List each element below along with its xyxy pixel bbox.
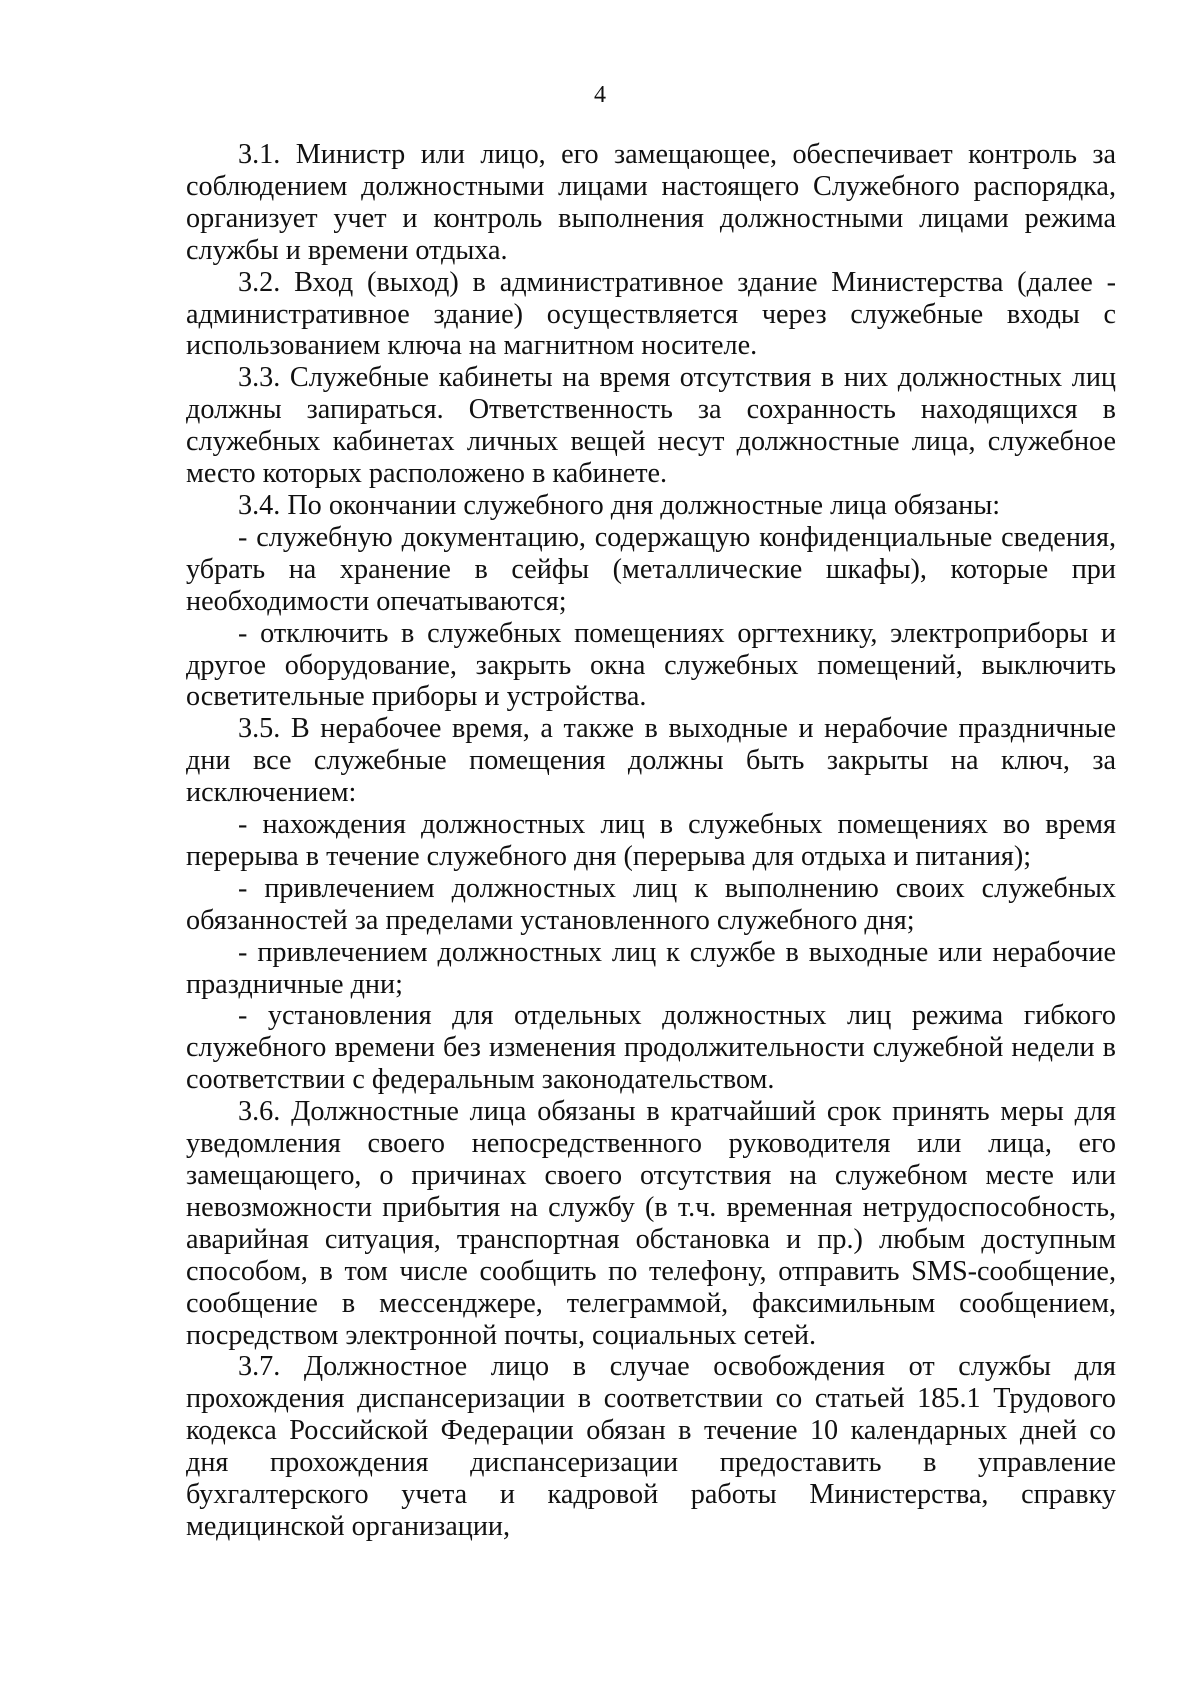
list-item-holidays: - привлечением должностных лиц к службе в выходные или нерабочие праздничные дни;	[186, 936, 1116, 1000]
list-item-overtime: - привлечением должностных лиц к выполнению своих служебных обязанностей за пределами установленного служебного дня;	[186, 872, 1116, 936]
paragraph-3-6: 3.6. Должностные лица обязаны в кратчайший срок принять меры для уведомления своего непосредственного руководителя или лица, его замещающего, о причинах своего отсутствия на служебном месте или невозможности прибытия на службу (в т.ч. временная нетрудоспособность, аварийная ситуация, транспортная обстановка и пр.) любым доступным способом, в том числе сообщить по телефону, отправить SMS-сообщение, сообщение в мессенджере, телеграммой, факсимильным сообщением, посредством электронной почты, социальных сетей.	[186, 1096, 1116, 1351]
page-number: 4	[594, 82, 606, 108]
list-item-equipment: - отключить в служебных помещениях оргтехнику, электроприборы и другое оборудование, закрыть окна служебных помещений, выключить осветительные приборы и устройства.	[186, 617, 1116, 713]
paragraph-3-4: 3.4. По окончании служебного дня должностные лица обязаны:	[238, 489, 1001, 521]
list-item-flexible-time: - установления для отдельных должностных лиц режима гибкого служебного времени без изменения продолжительности служебной недели в соответствии с федеральным законодательством.	[186, 1000, 1116, 1096]
paragraph-3-5: 3.5. В нерабочее время, а также в выходные и нерабочие праздничные дни все служебные помещения должны быть закрыты на ключ, за исключением:	[186, 713, 1116, 809]
list-item-break: - нахождения должностных лиц в служебных помещениях во время перерыва в течение служебного дня (перерыва для отдыха и питания);	[186, 809, 1116, 872]
paragraph-3-2: 3.2. Вход (выход) в административное здание Министерства (далее - административное здание) осуществляется через служебные входы с использованием ключа на магнитном носителе.	[186, 266, 1116, 362]
document-body	[186, 139, 1116, 1543]
list-item-documentation: - служебную документацию, содержащую конфиденциальные сведения, убрать на хранение в сейфы (металлические шкафы), которые при необходимости опечатываются;	[186, 521, 1116, 617]
paragraph-3-7: 3.7. Должностное лицо в случае освобождения от службы для прохождения диспансеризации в соответствии со статьей 185.1 Трудового кодекса Российской Федерации обязан в течение 10 календарных дней со дня прохождения диспансеризации предоставить в управление бухгалтерского учета и кадровой работы Министерства, справку медицинской организации,	[186, 1351, 1116, 1542]
paragraph-3-3: 3.3. Служебные кабинеты на время отсутствия в них должностных лиц должны запираться. Ответственность за сохранность находящихся в служебных кабинетах личных вещей несут должностные лица, служебное место которых расположено в кабинете.	[186, 362, 1116, 490]
paragraph-3-1: 3.1. Министр или лицо, его замещающее, обеспечивает контроль за соблюдением должностными лицами настоящего Служебного распорядка, организует учет и контроль выполнения должностными лицами режима службы и времени отдыха.	[186, 139, 1116, 266]
